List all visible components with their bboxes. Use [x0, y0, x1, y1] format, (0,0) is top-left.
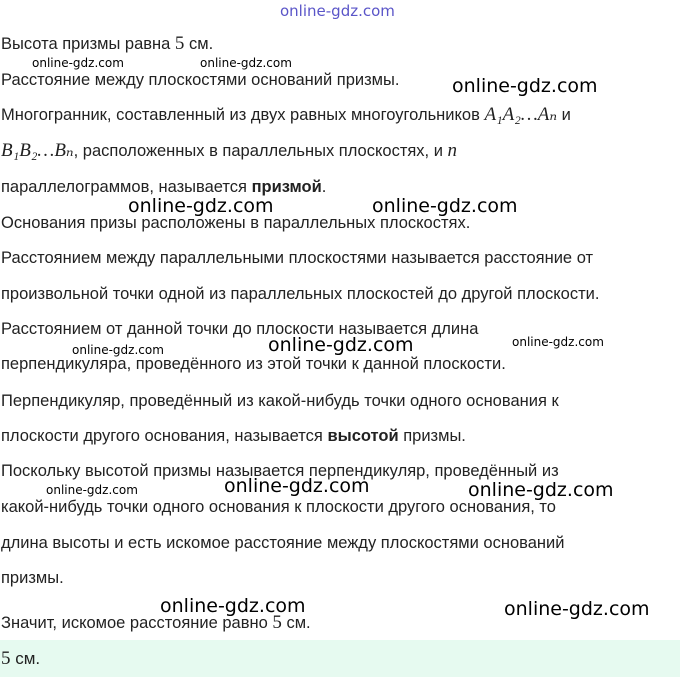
watermark: online-gdz.com	[512, 335, 604, 349]
reasoning-line-1: Поскольку высотой призмы называется перпендикуляр, проведённый из	[1, 462, 559, 480]
answer-text	[1, 648, 40, 670]
reasoning-line-4: призмы.	[1, 569, 64, 587]
answer-box	[0, 640, 680, 677]
given-unit: см.	[184, 35, 214, 53]
height-def-line-1: Перпендикуляр, проведённый из какой-нибудь точки одного основания к	[1, 392, 559, 410]
definition-text: Многогранник, составленный из двух равных многоугольников	[1, 106, 485, 124]
watermark: online-gdz.com	[224, 475, 370, 497]
point-distance-line-2: перпендикуляра, проведённого из этой точки к данной плоскости.	[1, 355, 506, 373]
point-distance-line-1: Расстоянием от данной точки до плоскости называется длина	[1, 320, 479, 338]
watermark: online-gdz.com	[32, 56, 124, 70]
answer-value: 5	[1, 648, 11, 669]
watermark: online-gdz.com	[268, 334, 414, 356]
definition-text: параллелограммов, называется	[1, 178, 252, 196]
height-def-text: плоскости другого основания, называется	[1, 427, 328, 445]
distance-def-line-1: Расстоянием между параллельными плоскостями называется расстояние от	[1, 249, 594, 267]
answer-unit: см.	[10, 649, 41, 668]
watermark: online-gdz.com	[200, 56, 292, 70]
reasoning-line-3: длина высоты и есть искомое расстояние между плоскостями оснований	[1, 534, 565, 552]
watermark: online-gdz.com	[72, 343, 164, 357]
given-value: 5	[174, 33, 185, 54]
distance-def-line-2: произвольной точки одной из параллельных плоскостей до другой плоскости.	[1, 285, 600, 303]
given-height-line	[1, 33, 213, 55]
given-text: Высота призмы равна	[1, 35, 175, 53]
definition-line-2	[1, 140, 457, 162]
definition-text: .	[321, 178, 327, 196]
definition-text: и	[557, 106, 571, 124]
term-height: высотой	[327, 427, 399, 445]
polygon-b-math: B₁B₂…Bₙ	[1, 140, 74, 161]
watermark: online-gdz.com	[160, 595, 306, 617]
watermark: online-gdz.com	[468, 479, 614, 501]
definition-line-1	[1, 104, 571, 126]
conclusion-value: 5	[272, 612, 282, 633]
n-math: n	[447, 140, 458, 161]
definition-text: , расположенных в параллельных плоскостях, и	[73, 142, 448, 160]
conclusion-text: Значит, искомое расстояние равно	[1, 614, 273, 632]
term-prism: призмой	[251, 178, 322, 196]
watermark: online-gdz.com	[452, 75, 598, 97]
reasoning-line-2: какой-нибудь точки одного основания к плоскости другого основания, то	[1, 498, 556, 516]
question-line: Расстояние между плоскостями оснований призмы.	[1, 71, 400, 89]
polygon-a-math: A₁A₂…Aₙ	[484, 104, 558, 125]
watermark: online-gdz.com	[46, 483, 138, 497]
watermark: online-gdz.com	[128, 195, 274, 217]
bases-line: Основания призы расположены в параллельных плоскостях.	[1, 214, 471, 232]
conclusion-unit: см.	[281, 614, 311, 632]
watermark-top: online-gdz.com	[280, 2, 395, 20]
watermark: online-gdz.com	[504, 598, 650, 620]
height-def-text: призмы.	[398, 427, 466, 445]
watermark: online-gdz.com	[372, 195, 518, 217]
conclusion-line	[1, 612, 311, 634]
height-def-line-2	[1, 425, 466, 447]
